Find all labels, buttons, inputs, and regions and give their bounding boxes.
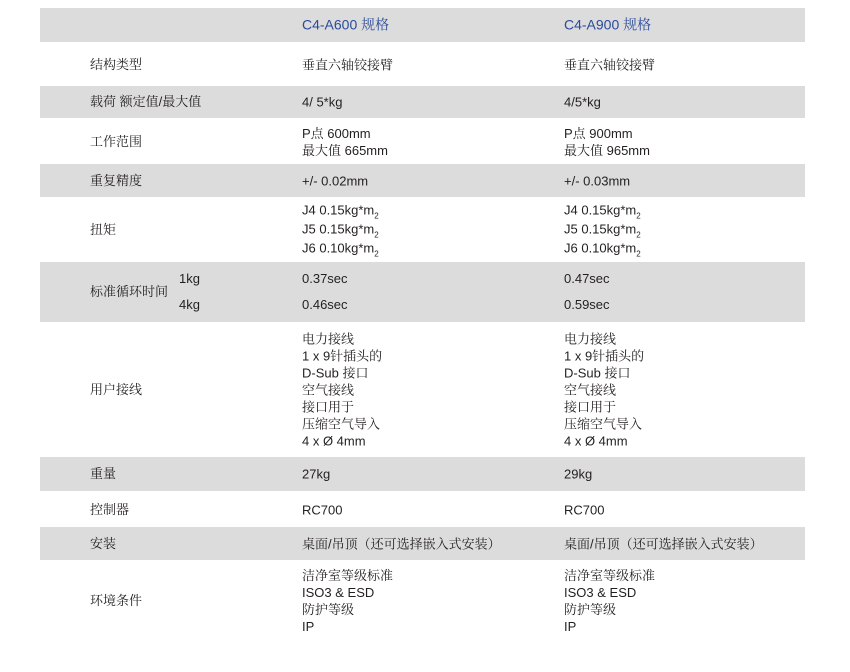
value-line: D-Sub 接口 (564, 365, 631, 381)
row-value-col1 (302, 125, 388, 159)
row-value-col1: RC700 (302, 502, 343, 517)
value-line: 防护等级 (302, 602, 355, 617)
row-label: 结构类型 (90, 56, 143, 72)
value-line: 1 x 9针插头的 (564, 348, 645, 364)
sub-label-4kg: 4kg (179, 297, 200, 312)
table-row-repeatability (40, 164, 805, 198)
value-line: 压缩空气导入 (564, 416, 643, 432)
table-row-weight (40, 457, 805, 492)
table-row-cycle-time (40, 262, 805, 323)
row-value-col2 (564, 125, 650, 159)
value-line: 4 x Ø 4mm (564, 433, 628, 449)
row-value-col1-1kg: 0.37sec (302, 271, 348, 286)
value-line: IP (302, 619, 315, 634)
table-row-controller (40, 492, 805, 527)
row-value-col1 (302, 202, 379, 259)
value-line: 洁净室等级标准 (302, 568, 394, 583)
value-line: 防护等级 (564, 602, 617, 617)
table-row-torque (40, 198, 805, 262)
row-value-col2: RC700 (564, 502, 605, 517)
row-label: 扭矩 (90, 222, 117, 237)
row-value-col2 (564, 567, 655, 635)
value-line: J6 $0.10kg*m_2$ (564, 240, 641, 259)
value-line: P点 600mm (302, 125, 371, 141)
value-line: J4 $0.15kg*m_2$ (302, 202, 379, 221)
table-row-environment (40, 561, 805, 641)
row-value-col1: 27kg (302, 466, 331, 482)
value-line: J5 $0.15kg*m_2$ (302, 221, 379, 240)
value-line: 最大值 965mm (564, 142, 650, 158)
value-line: 4 x Ø 4mm (302, 433, 366, 449)
row-label: 控制器 (90, 501, 130, 517)
header-col2-model: C4-A900 规格 (564, 16, 652, 33)
row-value-col2: +/- 0.03mm (564, 173, 631, 188)
value-line: ISO3 & ESD (302, 585, 375, 600)
table-row-payload (40, 86, 805, 119)
value-line: P点 900mm (564, 125, 633, 141)
table-header-row (40, 8, 805, 43)
value-line: 空气接线 (302, 382, 355, 398)
row-label: 环境条件 (90, 593, 143, 608)
table-row-mounting (40, 527, 805, 561)
value-line: 压缩空气导入 (302, 416, 381, 432)
sub-label-1kg: 1kg (179, 271, 200, 286)
table-row-working-range (40, 119, 805, 164)
row-value-col2: 4/5*kg (564, 94, 601, 110)
value-line: J5 $0.15kg*m_2$ (564, 221, 641, 240)
row-label: 用户接线 (90, 382, 143, 397)
value-line: ISO3 & ESD (564, 585, 637, 600)
row-label: 重复精度 (90, 172, 143, 188)
row-value-col1-4kg: 0.46sec (302, 297, 348, 312)
value-line: 电力接线 (564, 331, 617, 347)
row-value-col2: 桌面/吊顶（还可选择嵌入式安装） (564, 536, 763, 551)
row-value-col1 (302, 331, 382, 450)
row-value-col1: 4/ 5*kg (302, 94, 343, 110)
value-line: 1 x 9针插头的 (302, 348, 383, 364)
row-value-col1 (302, 567, 393, 635)
value-line: J4 $0.15kg*m_2$ (564, 202, 641, 221)
table-row-structure (40, 43, 805, 86)
row-value-col1: +/- 0.02mm (302, 173, 369, 188)
row-value-col2-4kg: 0.59sec (564, 297, 610, 312)
row-value-col2: 垂直六轴铰接臂 (564, 57, 656, 72)
value-line: 最大值 665mm (302, 142, 388, 158)
table-row-user-wiring (40, 323, 805, 457)
row-label: 安装 (90, 535, 117, 551)
value-line: J6 $0.10kg*m_2$ (302, 240, 379, 259)
value-line: 接口用于 (302, 399, 355, 415)
row-label: 重量 (90, 466, 117, 481)
value-line: D-Sub 接口 (302, 365, 369, 381)
header-col1-model: C4-A600 规格 (302, 16, 390, 33)
row-value-col1: 垂直六轴铰接臂 (302, 57, 394, 72)
row-value-col1: 桌面/吊顶（还可选择嵌入式安装） (302, 536, 501, 551)
value-line: 空气接线 (564, 382, 617, 398)
value-line: 电力接线 (302, 331, 355, 347)
row-value-col2-1kg: 0.47sec (564, 271, 610, 286)
row-label: 工作范围 (90, 133, 143, 149)
row-value-col2 (564, 202, 641, 259)
value-line: 接口用于 (564, 399, 617, 415)
row-value-col2 (564, 331, 644, 450)
value-line: 洁净室等级标准 (564, 568, 656, 583)
row-value-col2: 29kg (564, 466, 593, 482)
row-label: 载荷 额定值/最大值 (90, 94, 202, 109)
spec-table (40, 8, 805, 641)
row-label: 标准循环时间 (90, 284, 169, 299)
value-line: IP (564, 619, 577, 634)
